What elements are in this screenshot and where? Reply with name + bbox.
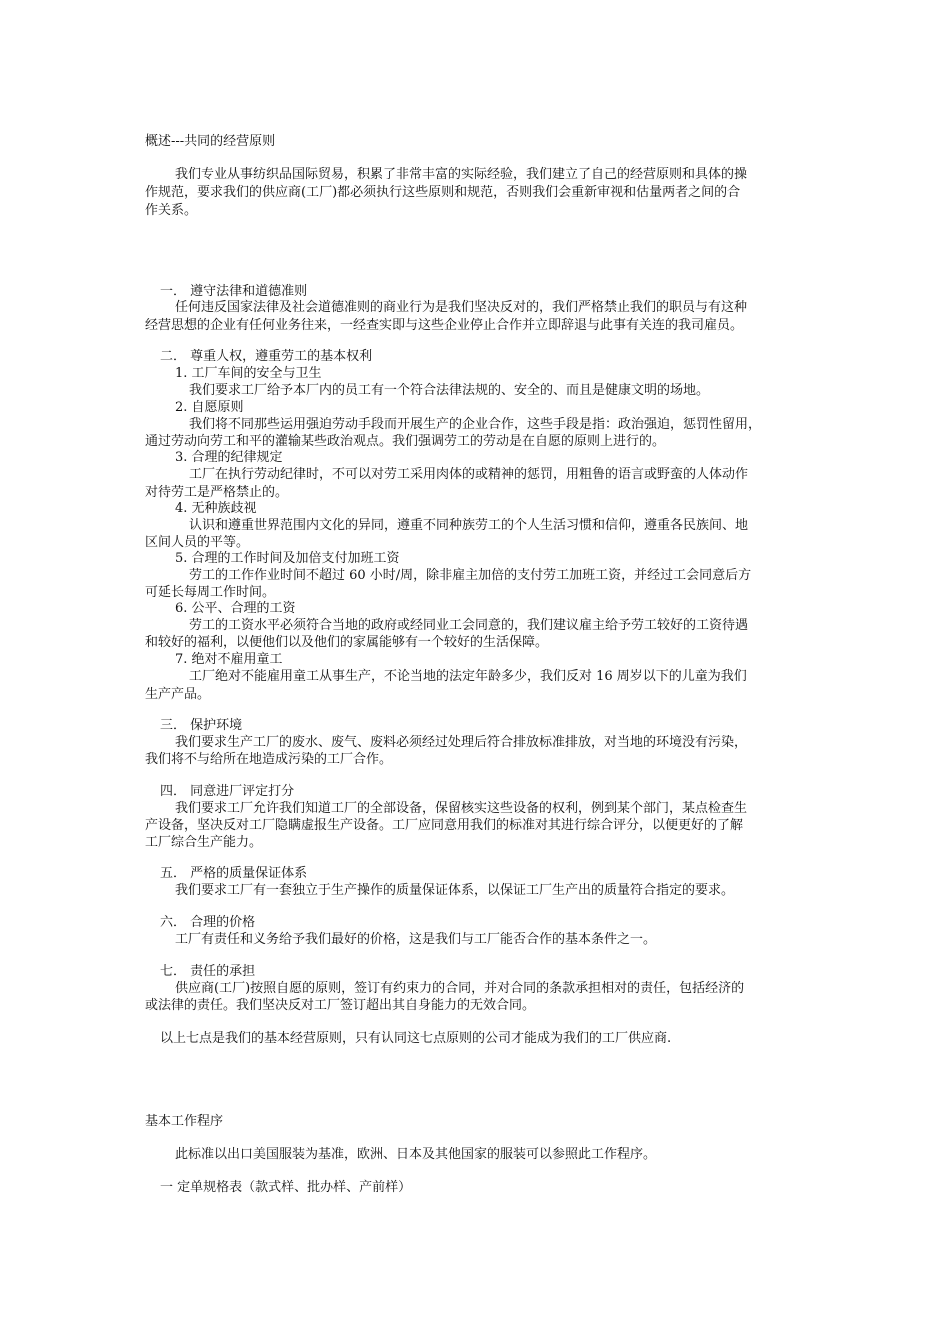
section-title: 基本工作程序 (145, 1114, 224, 1129)
summary-text: 以上七点是我们的基本经营原则，只有认同这七点原则的公司才能成为我们的工厂供应商. (160, 1031, 672, 1046)
principle-body-line: 产设备，坚决反对工厂隐瞒虚报生产设备。工厂应同意用我们的标准对其进行综合评分，以便更好的了解 (145, 818, 744, 833)
principle-body-line: 工厂综合生产能力。 (145, 835, 263, 850)
principle-body-line: 我们要求生产工厂的废水、废气、废料必须经过处理后符合排放标准排放，对当地的环境没有污染， (175, 735, 748, 750)
principle-body-line: 我们要求工厂允许我们知道工厂的全部设备，保留核实这些设备的权利，例到某个部门，某点检查生 (175, 801, 748, 816)
sub-item-body-line: 工厂在执行劳动纪律时，不可以对劳工采用肉体的或精神的惩罚，用粗鲁的语言或野蛮的人体动作 (189, 467, 749, 482)
sub-item-body-line: 劳工的工作作业时间不超过 60 小时/周，除非雇主加倍的支付劳工加班工资，并经过工会同意后方 (189, 568, 752, 583)
principle-heading: 二． 尊重人权，遵重劳工的基本权利 (160, 349, 373, 364)
sub-item-body-line: 生产产品。 (145, 687, 211, 702)
principle-body-line: 供应商(工厂)按照自愿的原则，签订有约束力的合同，并对合同的条款承担相对的责任，包括经济的 (175, 981, 745, 996)
principle-heading: 六． 合理的价格 (160, 915, 256, 930)
sub-item-title: 5. 合理的工作时间及加倍支付加班工资 (175, 551, 400, 566)
sub-item-title: 4. 无种族歧视 (175, 501, 257, 516)
sub-item-body-line: 和较好的福利，以便他们以及他们的家属能够有一个较好的生活保障。 (145, 635, 549, 650)
intro-line: 作关系。 (145, 203, 198, 218)
intro-line: 我们专业从事纺织品国际贸易，积累了非常丰富的实际经验，我们建立了自己的经营原则和具体的操 (175, 167, 748, 182)
sub-item-title: 2. 自愿原则 (175, 400, 244, 415)
section-title: 概述---共同的经营原则 (145, 134, 276, 149)
procedure-item: 一 定单规格表（款式样、批办样、产前样） (160, 1180, 412, 1195)
principle-heading: 一． 遵守法律和道德准则 (160, 284, 308, 299)
principle-heading: 四． 同意进厂评定打分 (160, 784, 295, 799)
sub-item-body-line: 可延长每周工作时间。 (145, 585, 276, 600)
principle-body-line: 我们要求工厂有一套独立于生产操作的质量保证体系，以保证工厂生产出的质量符合指定的要求。 (175, 883, 735, 898)
section-intro: 此标准以出口美国服装为基准，欧洲、日本及其他国家的服装可以参照此工作程序。 (175, 1147, 657, 1162)
sub-item-title: 1. 工厂车间的安全与卫生 (175, 366, 322, 381)
sub-item-body-line: 认识和遵重世界范围内文化的异同，遵重不同种族劳工的个人生活习惯和信仰，遵重各民族间、地 (189, 518, 749, 533)
sub-item-title: 3. 合理的纪律规定 (175, 450, 283, 465)
sub-item-body-line: 工厂绝对不能雇用童工从事生产，不论当地的法定年龄多少，我们反对 16 周岁以下的儿童为我们 (189, 669, 747, 684)
principle-body-line: 工厂有责任和义务给予我们最好的价格，这是我们与工厂能否合作的基本条件之一。 (175, 932, 657, 947)
sub-item-body-line: 我们将不同那些运用强迫劳动手段而开展生产的企业合作，这些手段是指：政治强迫，惩罚性留用， (189, 417, 762, 432)
sub-item-body-line: 通过劳动向劳工和平的灌输某些政治观点。我们强调劳工的劳动是在自愿的原则上进行的。 (145, 434, 666, 449)
principle-heading: 七． 责任的承担 (160, 964, 256, 979)
sub-item-title: 7. 绝对不雇用童工 (175, 652, 283, 667)
principle-heading: 五． 严格的质量保证体系 (160, 866, 308, 881)
sub-item-title: 6. 公平、合理的工资 (175, 601, 296, 616)
sub-item-body-line: 劳工的工资水平必须符合当地的政府或经同业工会同意的，我们建议雇主给予劳工较好的工资待遇 (189, 618, 749, 633)
intro-line: 作规范，要求我们的供应商(工厂)都必须执行这些原则和规范，否则我们会重新审视和估量两者之间的合 (145, 185, 741, 200)
principle-heading: 三． 保护环境 (160, 718, 243, 733)
sub-item-body-line: 区间人员的平等。 (145, 535, 250, 550)
principle-body-line: 经营思想的企业有任何业务往来，一经查实即与这些企业停止合作并立即辞退与此事有关连的我司雇员。 (145, 318, 744, 333)
principle-body-line: 我们将不与给所在地造成污染的工厂合作。 (145, 752, 393, 767)
sub-item-body-line: 我们要求工厂给予本厂内的员工有一个符合法律法规的、安全的、而且是健康文明的场地。 (189, 383, 710, 398)
sub-item-body-line: 对待劳工是严格禁止的。 (145, 485, 289, 500)
principle-body-line: 任何违反国家法律及社会道德准则的商业行为是我们坚决反对的，我们严格禁止我们的职员与有这种 (175, 300, 748, 315)
principle-body-line: 或法律的责任。我们坚决反对工厂签订超出其自身能力的无效合同。 (145, 998, 536, 1013)
